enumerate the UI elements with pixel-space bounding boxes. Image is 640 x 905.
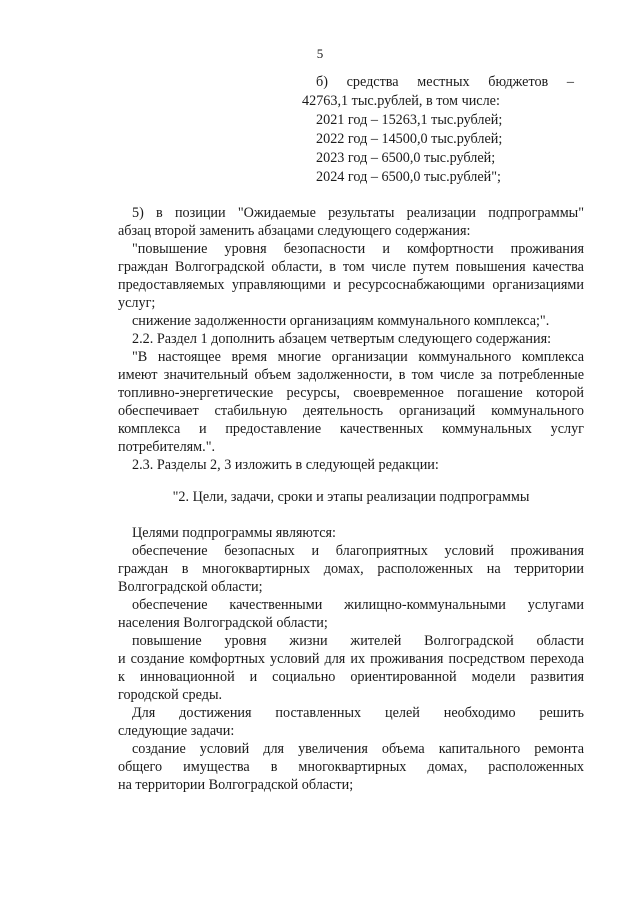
body-line: 2.3. Разделы 2, 3 изложить в следующей редакции: xyxy=(132,457,439,473)
budget-line: б) средства местных бюджетов – xyxy=(316,74,574,90)
goals-line: граждан в многоквартирных домах, расположенных на территории xyxy=(118,561,584,577)
body-line: имеют значительный объем задолженности, в том числе за потребленные xyxy=(118,367,584,383)
goals-line: населения Волгоградской области; xyxy=(118,615,328,631)
body-line: абзац второй заменить абзацами следующего содержания: xyxy=(118,223,471,239)
section-heading: "2. Цели, задачи, сроки и этапы реализации подпрограммы xyxy=(172,489,530,505)
body-line: потребителям.". xyxy=(118,439,216,455)
goals-line: Волгоградской области; xyxy=(118,579,263,595)
goals-line: городской среды. xyxy=(118,687,223,703)
body-line: предоставляемых управляющими и ресурсоснабжающими организациями xyxy=(118,277,584,293)
goals-line: Для достижения поставленных целей необходимо решить xyxy=(132,705,584,721)
body-line: "повышение уровня безопасности и комфортности проживания xyxy=(132,241,584,257)
goals-line: Целями подпрограммы являются: xyxy=(132,525,336,541)
body-line: комплекса и предоставление качественных коммунальных услуг xyxy=(118,421,584,437)
goals-line: обеспечение безопасных и благоприятных условий проживания xyxy=(132,543,584,559)
goals-line: следующие задачи: xyxy=(118,723,235,739)
goals-line: и создание комфортных условий для их проживания посредством перехода xyxy=(118,651,584,667)
goals-line: создание условий для увеличения объема капитального ремонта xyxy=(132,741,584,757)
page-number: 5 xyxy=(316,46,324,61)
body-line: услуг; xyxy=(118,295,156,311)
budget-line: 2023 год – 6500,0 тыс.рублей; xyxy=(316,150,496,166)
budget-line: 2022 год – 14500,0 тыс.рублей; xyxy=(316,131,503,147)
budget-line: 2021 год – 15263,1 тыс.рублей; xyxy=(316,112,503,128)
body-line: снижение задолженности организациям коммунального комплекса;". xyxy=(132,313,550,329)
goals-line: обеспечение качественными жилищно-коммунальными услугами xyxy=(132,597,584,613)
body-line: "В настоящее время многие организации коммунального комплекса xyxy=(132,349,584,365)
body-line: топливно-энергетические ресурсы, своевременное погашение которой xyxy=(118,385,584,401)
budget-line: 2024 год – 6500,0 тыс.рублей"; xyxy=(316,169,501,185)
goals-line: к инновационной и социально ориентированной модели развития xyxy=(118,669,584,685)
body-line: 2.2. Раздел 1 дополнить абзацем четвертым следующего содержания: xyxy=(132,331,552,347)
body-line: обеспечивает стабильную деятельность организаций коммунального xyxy=(118,403,584,419)
goals-line: общего имущества в многоквартирных домах, расположенных xyxy=(118,759,584,775)
body-line: граждан Волгоградской области, в том числе путем повышения качества xyxy=(118,259,584,275)
budget-line: 42763,1 тыс.рублей, в том числе: xyxy=(302,93,500,109)
goals-line: повышение уровня жизни жителей Волгоградской области xyxy=(132,633,584,649)
body-line: 5) в позиции "Ожидаемые результаты реализации подпрограммы" xyxy=(132,205,584,221)
goals-line: на территории Волгоградской области; xyxy=(118,777,354,793)
